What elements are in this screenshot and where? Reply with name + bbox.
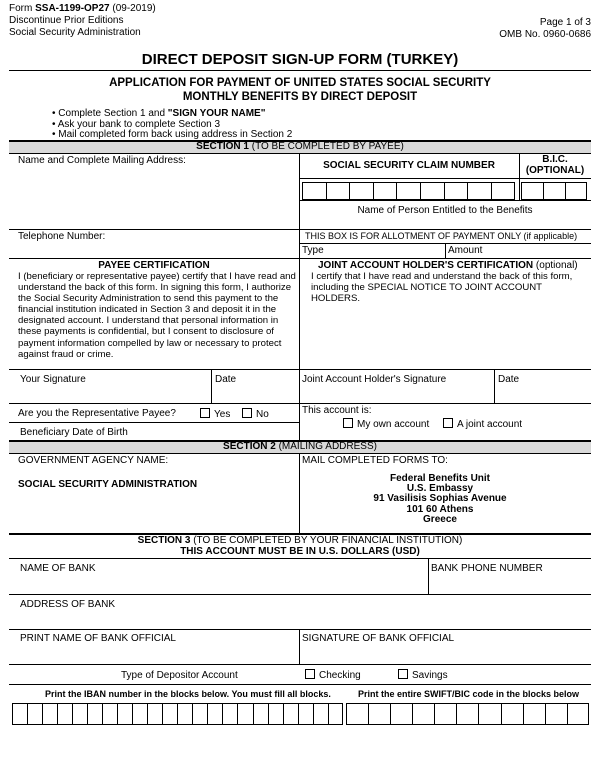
iban-char-box[interactable]	[237, 703, 252, 725]
depositor-type-label: Type of Depositor Account	[121, 670, 238, 681]
instruction-item: • Mail completed form back using address in Section 2	[52, 129, 293, 140]
checkbox-icon[interactable]	[398, 669, 408, 679]
bic-box[interactable]	[521, 182, 543, 200]
usd-requirement: THIS ACCOUNT MUST BE IN U.S. DOLLARS (USD)	[180, 546, 420, 557]
discontinue-note: Discontinue Prior Editions	[9, 15, 124, 26]
bank-phone-label: BANK PHONE NUMBER	[431, 563, 543, 574]
checking-label: Checking	[319, 670, 361, 681]
rule	[299, 200, 591, 201]
rule	[9, 229, 591, 230]
bank-name-field[interactable]	[12, 575, 426, 593]
checkbox-icon[interactable]	[343, 418, 353, 428]
iban-char-box[interactable]	[162, 703, 177, 725]
date-label: Date	[215, 374, 237, 385]
instruction-item: • Ask your bank to complete Section 3	[52, 118, 221, 130]
form-subtitle	[0, 76, 600, 104]
joint-cert-text: I certify that I have read and understand the back of this form, including the SPECIAL NOTICE TO JOINT ACCOUNT HOLDERS.	[311, 271, 573, 305]
joint-cert-optional: (optional)	[533, 260, 578, 271]
swift-char-box[interactable]	[346, 703, 368, 725]
rule	[9, 369, 591, 370]
print-official-field[interactable]	[12, 645, 297, 663]
iban-char-box[interactable]	[192, 703, 207, 725]
own-account-label: My own account	[357, 419, 430, 430]
section1-label: SECTION 1	[196, 141, 249, 152]
instruction-emphasis: "SIGN YOUR NAME"	[167, 108, 266, 119]
instruction-item: • Complete Section 1 and "SIGN YOUR NAME"	[52, 108, 266, 119]
telephone-field[interactable]	[110, 231, 295, 255]
omb-number: OMB No. 0960-0686	[499, 29, 591, 40]
mailing-address	[365, 474, 515, 525]
savings-label: Savings	[412, 670, 448, 681]
joint-signature-label: Joint Account Holder's Signature	[302, 374, 447, 385]
agency-name: Social Security Administration	[9, 27, 141, 38]
iban-char-box[interactable]	[102, 703, 117, 725]
yes-label: Yes	[214, 409, 231, 420]
subtitle-line-2: MONTHLY BENEFITS BY DIRECT DEPOSIT	[182, 91, 418, 103]
joint-date-field[interactable]	[496, 385, 590, 403]
section3-label: SECTION 3	[137, 535, 191, 546]
name-address-label: Name and Complete Mailing Address:	[18, 155, 186, 166]
form-id-block	[9, 3, 156, 39]
page-number: Page 1 of 3	[539, 17, 591, 28]
rule	[9, 153, 591, 154]
checkbox-icon[interactable]	[443, 418, 453, 428]
sign-official-label: SIGNATURE OF BANK OFFICIAL	[302, 633, 455, 644]
rule	[494, 369, 495, 403]
claim-digit-box[interactable]	[491, 182, 515, 200]
mail-to-label: MAIL COMPLETED FORMS TO:	[302, 455, 448, 466]
claim-digit-box[interactable]	[349, 182, 373, 200]
joint-account-label: A joint account	[457, 419, 523, 430]
rule	[9, 664, 591, 665]
rule	[299, 178, 591, 179]
no-label: No	[256, 409, 269, 420]
joint-signature-field[interactable]	[302, 385, 492, 403]
iban-char-box[interactable]	[147, 703, 162, 725]
iban-char-box[interactable]	[12, 703, 27, 725]
iban-char-box[interactable]	[298, 703, 313, 725]
rule	[299, 258, 300, 369]
iban-char-box[interactable]	[313, 703, 328, 725]
iban-instruction: Print the IBAN number in the blocks below. You must fill all blocks.	[45, 689, 331, 699]
form-prefix: Form	[9, 3, 36, 14]
instruction-text: Ask your bank to complete Section 3	[57, 118, 221, 130]
bank-name-label: NAME OF BANK	[20, 563, 96, 574]
bic-label-line-1: B.I.C.	[542, 154, 568, 165]
bic-box[interactable]	[565, 182, 587, 200]
allotment-type-label: Type	[302, 245, 324, 256]
iban-char-box[interactable]	[132, 703, 147, 725]
payee-cert-title: PAYEE CERTIFICATION	[98, 260, 210, 271]
rep-payee-question: Are you the Representative Payee?	[18, 408, 176, 419]
form-number: SSA-1199-OP27	[35, 3, 110, 14]
claim-digit-box[interactable]	[326, 182, 350, 200]
iban-char-box[interactable]	[253, 703, 268, 725]
bic-boxes[interactable]	[521, 182, 587, 200]
rule	[9, 422, 299, 423]
claim-digit-box[interactable]	[396, 182, 420, 200]
gov-agency-value: SOCIAL SECURITY ADMINISTRATION	[18, 479, 198, 490]
iban-char-box[interactable]	[72, 703, 87, 725]
bic-label-line-2: (OPTIONAL)	[525, 165, 585, 176]
swift-char-box[interactable]	[434, 703, 456, 725]
account-is-label: This account is:	[302, 405, 372, 416]
instruction-text: Complete Section 1 and	[58, 108, 168, 119]
iban-char-box[interactable]	[117, 703, 132, 725]
swift-char-box[interactable]	[390, 703, 412, 725]
rule	[9, 453, 591, 454]
swift-char-box[interactable]	[456, 703, 478, 725]
payee-cert-text: I (beneficiary or representative payee) certify that I have read and understand the back of this form. In signing this form, I authorize the Social Security Administration to send this payment to the financial institution indicated in Section 3 and deposit it in the designated account. I understand that personal information in these payments is confidential, but I consent to disclosure of payment information compelled by law or necessary to protect against fraud or crime.	[18, 271, 296, 360]
rule	[428, 558, 429, 594]
bic-box[interactable]	[543, 182, 565, 200]
joint-date-label: Date	[498, 374, 520, 385]
swift-char-box[interactable]	[501, 703, 523, 725]
claim-digit-box[interactable]	[302, 182, 326, 200]
claim-digit-box[interactable]	[373, 182, 397, 200]
rule	[299, 629, 300, 664]
entitled-name-label: Name of Person Entitled to the Benefits	[357, 205, 533, 216]
address-line: 91 Vasilisis Sophias Avenue	[373, 493, 507, 505]
section2-note: (MAILING ADDRESS)	[275, 441, 377, 452]
address-line: U.S. Embassy	[406, 483, 474, 495]
bank-address-label: ADDRESS OF BANK	[20, 599, 116, 610]
swift-instruction: Print the entire SWIFT/BIC code in the blocks below	[358, 689, 580, 699]
your-signature-label: Your Signature	[20, 374, 86, 385]
rule	[9, 594, 591, 595]
iban-char-box[interactable]	[222, 703, 237, 725]
rule	[9, 684, 591, 685]
claim-number-boxes[interactable]	[302, 182, 515, 200]
savings-option[interactable]	[398, 669, 448, 681]
address-line: 101 60 Athens	[406, 503, 474, 515]
subtitle-line-1: APPLICATION FOR PAYMENT OF UNITED STATES SOCIAL SECURITY	[109, 77, 491, 89]
rule	[9, 629, 591, 630]
beneficiary-dob-field[interactable]	[150, 424, 295, 438]
swift-char-box[interactable]	[545, 703, 567, 725]
iban-char-box[interactable]	[268, 703, 283, 725]
allotment-label: THIS BOX IS FOR ALLOTMENT OF PAYMENT ONLY (if applicable)	[305, 231, 578, 241]
iban-boxes[interactable]	[12, 703, 343, 725]
form-title: DIRECT DEPOSIT SIGN-UP FORM (TURKEY)	[141, 51, 459, 68]
title-rule	[9, 70, 591, 71]
rep-payee-no-option[interactable]	[242, 408, 269, 420]
claim-digit-box[interactable]	[444, 182, 468, 200]
swift-char-box[interactable]	[412, 703, 434, 725]
iban-char-box[interactable]	[42, 703, 57, 725]
claim-number-label: SOCIAL SECURITY CLAIM NUMBER	[323, 160, 495, 171]
bank-phone-field[interactable]	[430, 575, 590, 593]
signature-date-field[interactable]	[213, 385, 297, 403]
gov-agency-label: GOVERNMENT AGENCY NAME:	[18, 455, 169, 466]
joint-cert-title: JOINT ACCOUNT HOLDER'S CERTIFICATION	[318, 260, 534, 271]
iban-char-box[interactable]	[328, 703, 343, 725]
own-account-option[interactable]	[343, 418, 429, 430]
beneficiary-dob-label: Beneficiary Date of Birth	[20, 427, 128, 438]
iban-char-box[interactable]	[87, 703, 102, 725]
checkbox-icon[interactable]	[200, 408, 210, 418]
claim-digit-box[interactable]	[420, 182, 444, 200]
telephone-label: Telephone Number:	[18, 231, 106, 242]
rule	[299, 453, 300, 533]
rule	[445, 243, 446, 258]
joint-account-option[interactable]	[443, 418, 522, 430]
section1-note: (TO BE COMPLETED BY PAYEE)	[248, 141, 404, 152]
swift-char-box[interactable]	[523, 703, 545, 725]
print-official-label: PRINT NAME OF BANK OFFICIAL	[20, 633, 176, 644]
checkbox-icon[interactable]	[305, 669, 315, 679]
rule	[9, 258, 591, 259]
section3-heading	[0, 535, 600, 557]
sign-official-field[interactable]	[302, 645, 590, 663]
claim-digit-box[interactable]	[467, 182, 491, 200]
form-date: (09-2019)	[109, 3, 156, 14]
address-line: Federal Benefits Unit	[389, 473, 491, 484]
swift-char-box[interactable]	[368, 703, 390, 725]
section2-heading	[0, 441, 600, 452]
iban-char-box[interactable]	[207, 703, 222, 725]
instruction-text: Mail completed form back using address in Section 2	[58, 129, 293, 140]
page-info	[499, 17, 591, 41]
iban-char-box[interactable]	[27, 703, 42, 725]
swift-char-box[interactable]	[478, 703, 500, 725]
your-signature-field[interactable]	[12, 385, 210, 403]
address-line: Greece	[423, 513, 457, 525]
checking-option[interactable]	[305, 669, 361, 681]
iban-char-box[interactable]	[283, 703, 298, 725]
section3-note: (TO BE COMPLETED BY YOUR FINANCIAL INSTITUTION)	[190, 535, 463, 546]
rule	[299, 369, 300, 403]
bank-address-field[interactable]	[12, 611, 588, 628]
section2-label: SECTION 2	[223, 441, 276, 452]
rule	[9, 403, 591, 404]
instructions-list	[52, 109, 292, 141]
rep-payee-yes-option[interactable]	[200, 408, 230, 420]
iban-char-box[interactable]	[57, 703, 72, 725]
checkbox-icon[interactable]	[242, 408, 252, 418]
swift-boxes[interactable]	[346, 703, 589, 725]
section1-heading	[0, 141, 600, 152]
bic-label	[519, 154, 591, 176]
rule	[211, 369, 212, 403]
allotment-amount-label: Amount	[448, 245, 483, 256]
iban-char-box[interactable]	[177, 703, 192, 725]
rule	[9, 558, 591, 559]
rule	[299, 403, 300, 440]
swift-char-box[interactable]	[567, 703, 589, 725]
name-address-field[interactable]	[18, 167, 298, 229]
